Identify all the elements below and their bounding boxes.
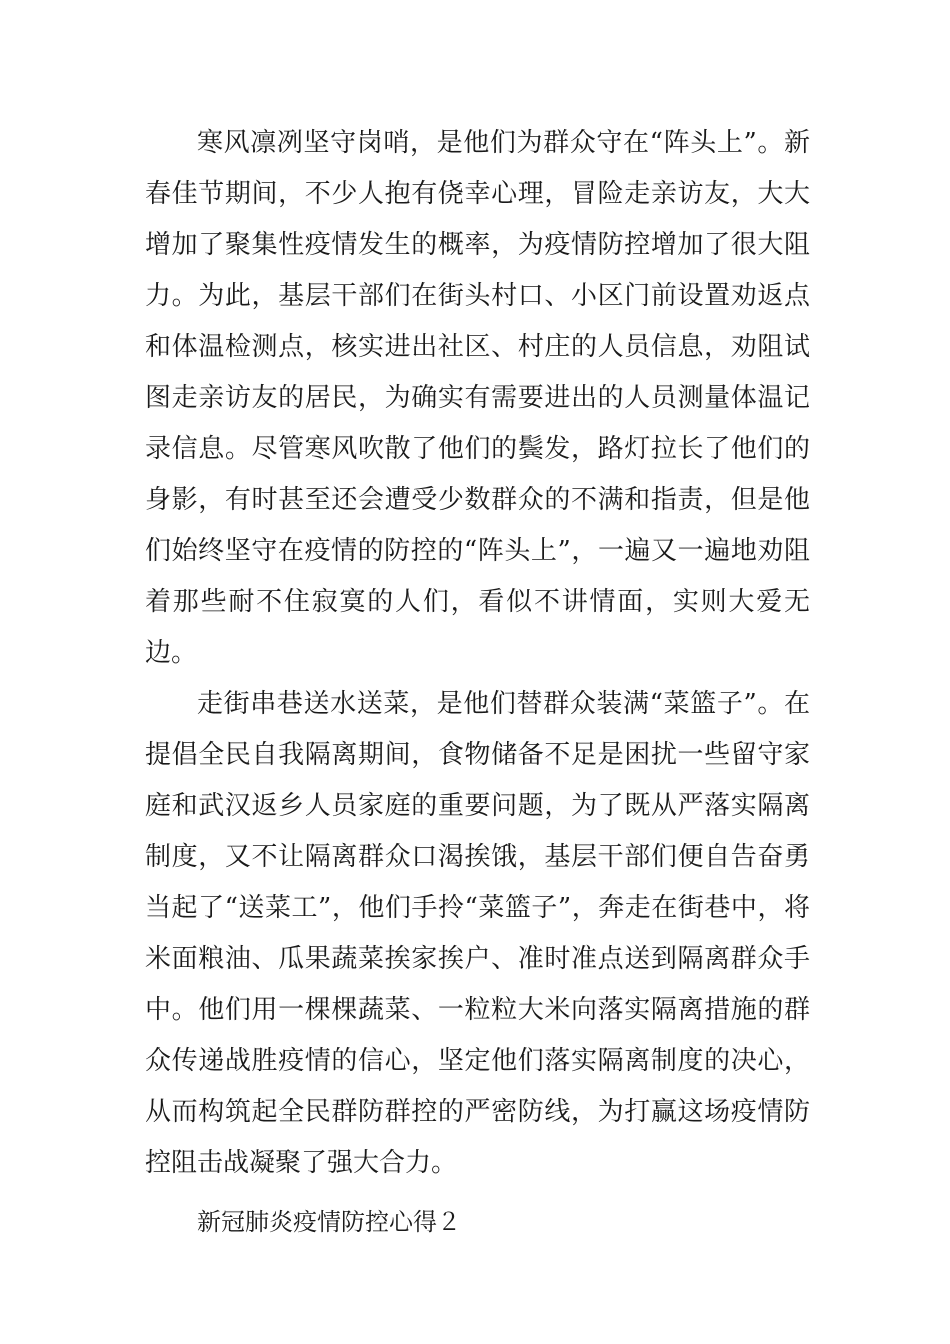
section-heading: 新冠肺炎疫情防控心得２: [197, 1208, 461, 1236]
paragraph-food-delivery: 走街串巷送水送菜，是他们替群众装满“菜篮子”。在提倡全民自我隔离期间，食物储备不足是困扰一些留守家庭和武汉返乡人员家庭的重要问题，为了既从严落实隔离制度，又不让隔离群众口渴挨饿，基层干部们便自告奋勇当起了“送菜工”，他们手拎“菜篮子”，奔走在街巷中，将米面粮油、瓜果蔬菜挨家挨户、准时准点送到隔离群众手中。他们用一棵棵蔬菜、一粒粒大米向落实隔离措施的群众传递战胜疫情的信心，坚定他们落实隔离制度的决心，从而构筑起全民群防群控的严密防线，为打赢这场疫情防控阻击战凝聚了强大合力。: [145, 689, 810, 1178]
document-page: [145, 118, 810, 1248]
paragraph-night-guard: 寒风凛冽坚守岗哨，是他们为群众守在“阵头上”。新春佳节期间，不少人抱有侥幸心理，冒险走亲访友，大大增加了聚集性疫情发生的概率，为疫情防控增加了很大阻力。为此，基层干部们在街头村口、小区门前设置劝返点和体温检测点，核实进出社区、村庄的人员信息，劝阻试图走亲访友的居民，为确实有需要进出的人员测量体温记录信息。尽管寒风吹散了他们的鬓发，路灯拉长了他们的身影，有时甚至还会遭受少数群众的不满和指责，但是他们始终坚守在疫情的防控的“阵头上”，一遍又一遍地劝阻着那些耐不住寂寞的人们，看似不讲情面，实则大爱无边。: [145, 128, 810, 668]
